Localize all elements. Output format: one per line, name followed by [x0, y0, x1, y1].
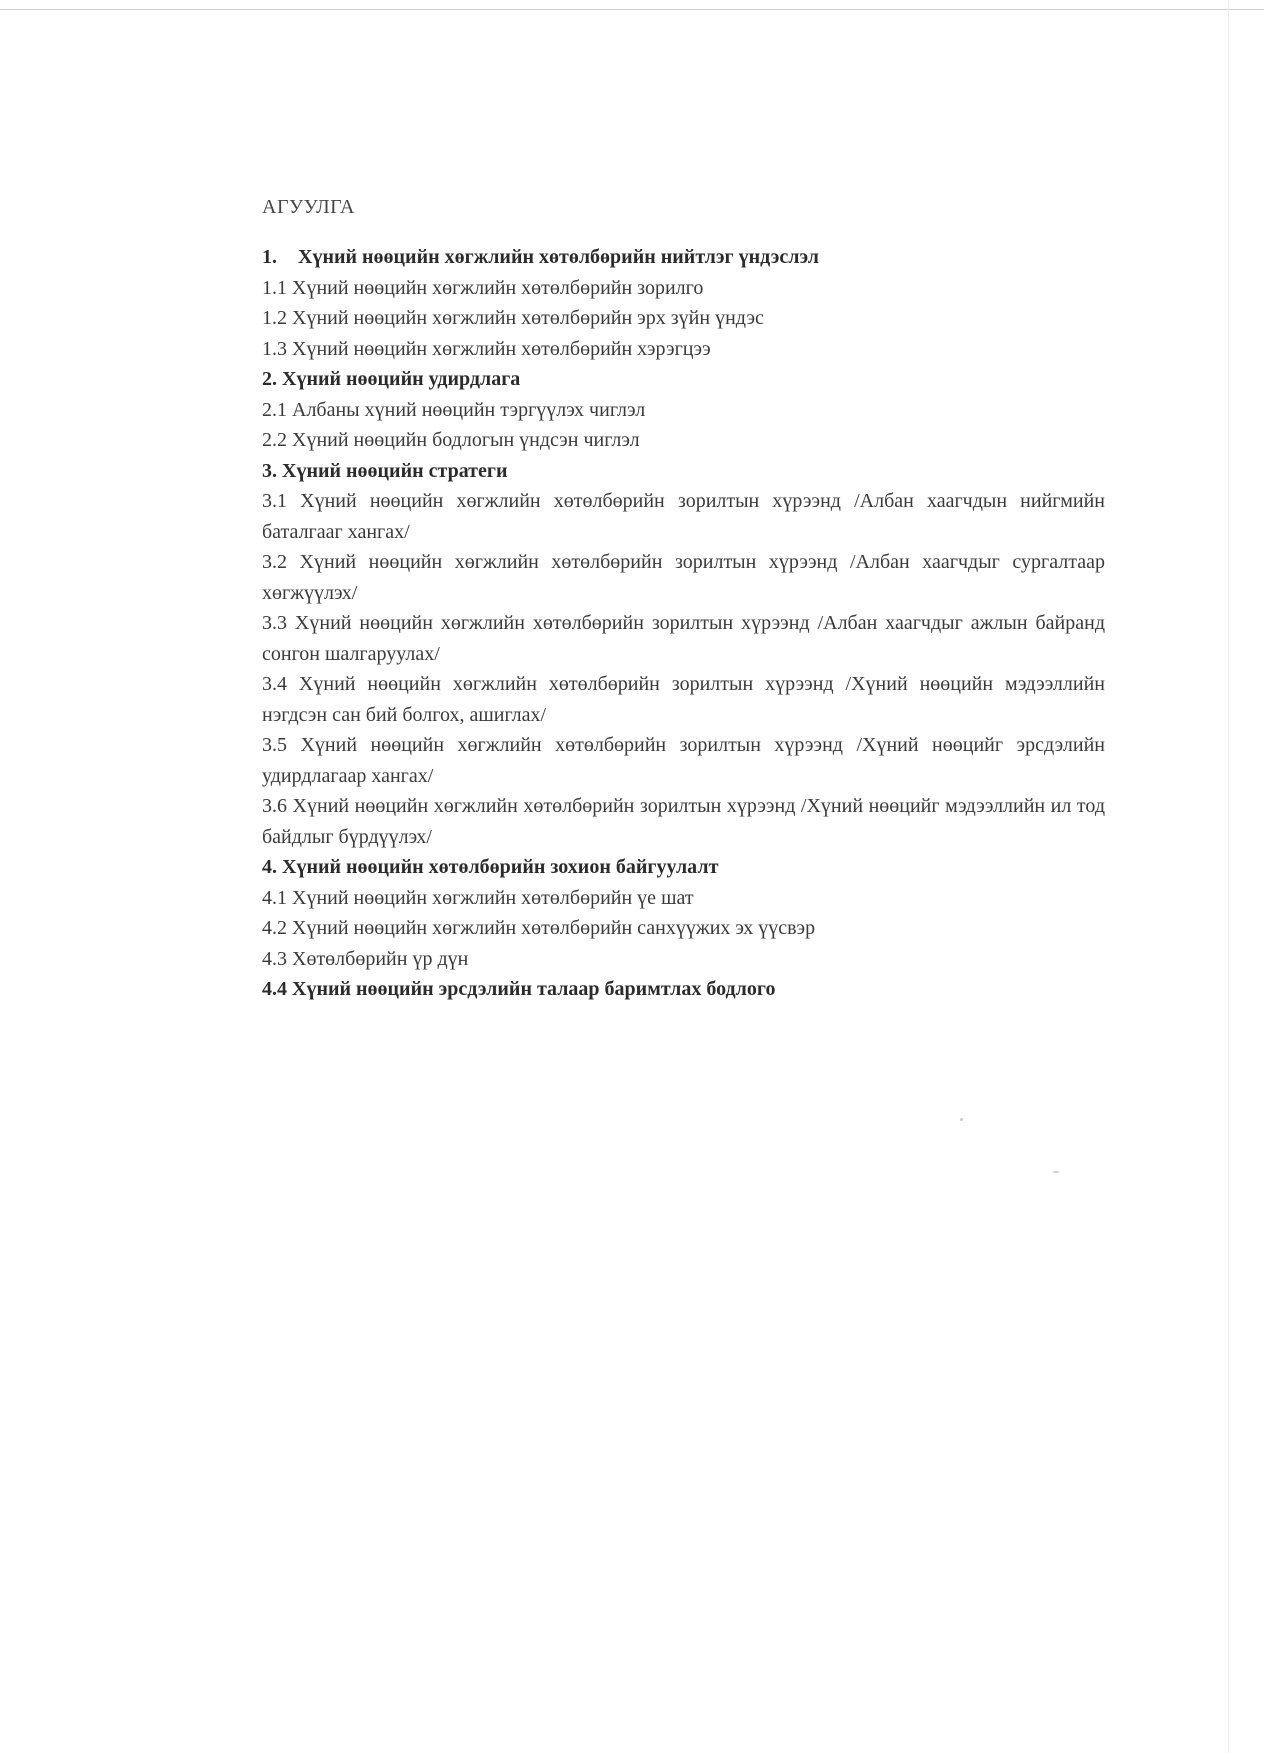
- toc-section-number: 1.: [262, 246, 277, 268]
- toc-item-1-3: 1.3 Хүний нөөцийн хөгжлийн хөтөлбөрийн хэрэгцээ: [262, 337, 711, 360]
- toc-item-3-2: 3.2 Хүний нөөцийн хөгжлийн хөтөлбөрийн зорилтын хүрээнд /Албан хаагчдыг сургалтаар хөгжүүлэх/: [262, 551, 1105, 604]
- toc-heading: АГУУЛГА: [262, 196, 355, 218]
- toc-item-4-2: 4.2 Хүний нөөцийн хөгжлийн хөтөлбөрийн санхүүжих эх үүсвэр: [262, 917, 816, 939]
- toc-item-4-3: 4.3 Хөтөлбөрийн үр дүн: [262, 947, 469, 970]
- toc-item-3-3: 3.3 Хүний нөөцийн хөгжлийн хөтөлбөрийн зорилтын хүрээнд /Албан хаагчдыг ажлын байранд сонгон шалгаруулах/: [262, 612, 1105, 665]
- toc-item-3-4: 3.4 Хүний нөөцийн хөгжлийн хөтөлбөрийн зорилтын хүрээнд /Хүний нөөцийн мэдээллийн нэгдсэн сан бий болгох, ашиглах/: [262, 673, 1105, 726]
- toc-item-2-2: 2.2 Хүний нөөцийн бодлогын үндсэн чиглэл: [262, 429, 640, 451]
- toc-section-title: Хүний нөөцийн хөгжлийн хөтөлбөрийн нийтлэг үндэслэл: [298, 246, 819, 268]
- toc-section-3: 3. Хүний нөөцийн стратеги: [262, 459, 508, 482]
- toc-item-1-2: 1.2 Хүний нөөцийн хөгжлийн хөтөлбөрийн эрх зүйн үндэс: [262, 307, 764, 329]
- toc-item-3-1: 3.1 Хүний нөөцийн хөгжлийн хөтөлбөрийн зорилтын хүрээнд /Албан хаагчдын нийгмийн баталгааг хангах/: [262, 490, 1105, 543]
- toc-item-3-5: 3.5 Хүний нөөцийн хөгжлийн хөтөлбөрийн зорилтын хүрээнд /Хүний нөөцийг эрсдэлийн удирдлагаар хангах/: [262, 734, 1105, 787]
- scan-edge-right: [1228, 0, 1229, 1753]
- toc-item-2-1: 2.1 Албаны хүний нөөцийн тэргүүлэх чиглэл: [262, 398, 646, 421]
- toc-item-4-4: 4.4 Хүний нөөцийн эрсдэлийн талаар баримтлах бодлого: [262, 978, 776, 1000]
- toc-item-4-1: 4.1 Хүний нөөцийн хөгжлийн хөтөлбөрийн үе шат: [262, 886, 694, 909]
- toc-item-1-1: 1.1 Хүний нөөцийн хөгжлийн хөтөлбөрийн зорилго: [262, 276, 704, 299]
- scan-edge-top: [0, 9, 1264, 10]
- table-of-contents: [262, 192, 1105, 1005]
- toc-section-1: [262, 242, 1105, 273]
- scan-speck: [1053, 1171, 1059, 1173]
- toc-section-2: 2. Хүний нөөцийн удирдлага: [262, 368, 521, 390]
- toc-section-4: 4. Хүний нөөцийн хөтөлбөрийн зохион байгуулалт: [262, 856, 719, 878]
- toc-item-3-6: 3.6 Хүний нөөцийн хөгжлийн хөтөлбөрийн зорилтын хүрээнд /Хүний нөөцийг мэдээллийн ил тод байдлыг бүрдүүлэх/: [262, 795, 1105, 848]
- scan-speck: [960, 1118, 963, 1121]
